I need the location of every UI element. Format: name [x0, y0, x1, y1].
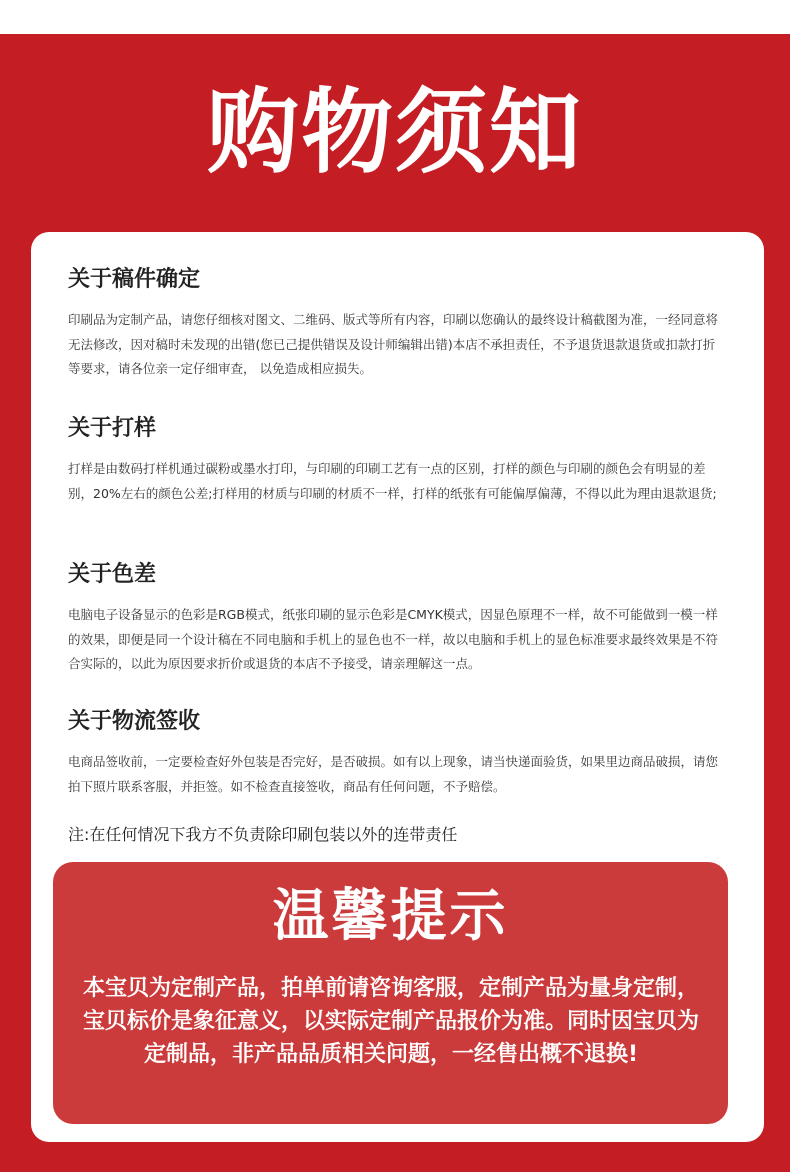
- section-body: 电脑电子设备显示的色彩是RGB模式，纸张印刷的显示色彩是CMYK模式，因显色原理不一样，故不可能做到一模一样的效果，即便是同一个设计稿在不同电脑和手机上的显色也不一样，故以电脑和手机上的显色标准要求最终效果是不符合实际的，以此为原因要求折价或退货的本店不予接受，请亲理解这一点。: [68, 607, 719, 671]
- section-title: 关于稿件确定: [68, 267, 201, 292]
- section-title: 关于打样: [68, 416, 157, 441]
- section-proofing: [68, 415, 718, 506]
- section-body: 电商品签收前，一定要检查好外包装是否完好，是否破损。如有以上现象，请当快递面验货，如果里边商品破损，请您拍下照片联系客服，并拒签。如不检查直接签收，商品有任何问题，不予赔偿。: [68, 754, 719, 794]
- section-body: 印刷品为定制产品，请您仔细核对图文、二维码、版式等所有内容，印刷以您确认的最终设计稿截图为准，一经同意将无法修改，因对稿时未发现的出错(您已己提供错误及设计师编辑出错)本店不承担责任，不予退货退款退货或扣款打折等要求，请各位亲一定仔细审查， 以免造成相应损失。: [68, 312, 719, 376]
- section-manuscript: [68, 266, 718, 382]
- section-logistics: [68, 708, 718, 799]
- section-title: 关于色差: [68, 562, 157, 587]
- section-body: 打样是由数码打样机通过碳粉或墨水打印，与印刷的印刷工艺有一点的区别，打样的颜色与印刷的颜色会有明显的差别，20%左右的颜色公差;打样用的材质与印刷的材质不一样，打样的纸张有可能偏厚偏薄，不得以此为理由退款退货;: [68, 461, 717, 501]
- section-title: 关于物流签收: [68, 709, 201, 734]
- tip-title: 温馨提示: [272, 884, 509, 949]
- page-title: 购物须知: [206, 79, 583, 186]
- section-color-difference: [68, 561, 718, 677]
- disclaimer-note: 注:在任何情况下我方不负责除印刷包装以外的连带责任: [68, 825, 458, 844]
- tip-text: 本宝贝为定制产品，拍单前请咨询客服，定制产品为量身定制，宝贝标价是象征意义，以实际定制产品报价为准。同时因宝贝为定制品，非产品品质相关问题，一经售出概不退换!: [82, 976, 699, 1067]
- warm-tip-box: [53, 862, 728, 1124]
